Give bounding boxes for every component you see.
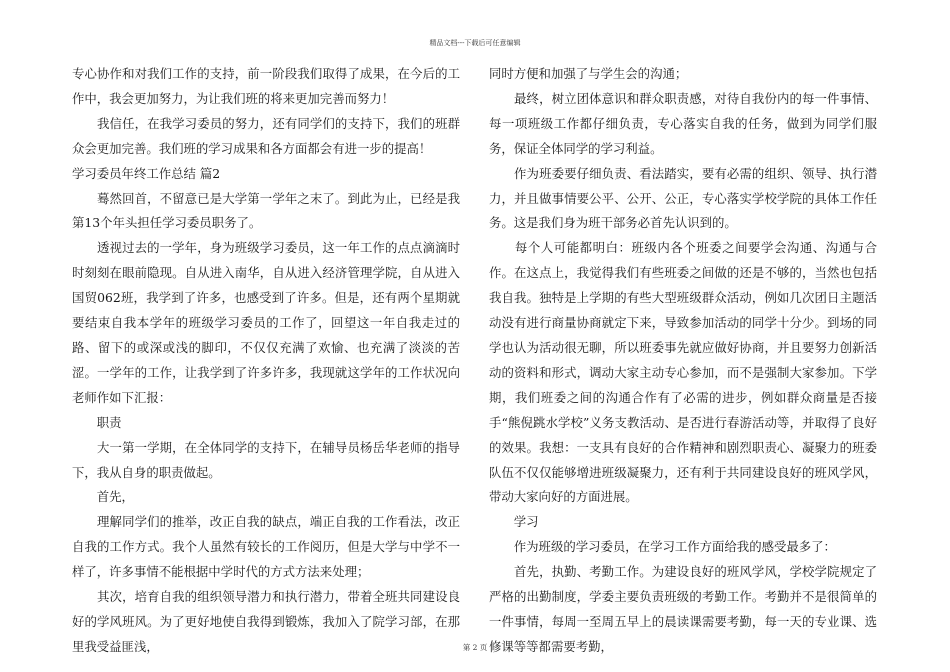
paragraph: 透视过去的一学年，身为班级学习委员，这一年工作的点点滴滴时时刻刻在眼前隐现。自从进入南华，自从进入经济管理学院，自从进入国贸062班，我学到了许多，也感受到了许多。但是，还有两个星期就要结束自我本学年的班级学习委员的工作了，回望这一年自我走过的路、留下的或深或浅的脚印，不仅仅充满了欢愉、也充满了淡淡的苦涩。一学年的工作，让我学到了许多许多，我现就这学年的工作状况向老师作如下汇报： [72,240,460,405]
paragraph: 大一第一学期，在全体同学的支持下，在辅导员杨岳华老师的指导下，我从自身的职责做起。 [72,439,460,480]
page-number: 第 2 页 [462,643,488,652]
subheading: 职责 [72,414,122,430]
paragraph: 首先， [72,489,134,505]
paragraph: 理解同学们的推举，改正自我的缺点，端正自我的工作看法，改正自我的工作方式。我个人虽然有较长的工作阅历，但是大学与中学不一样了，许多事情不能根据中学时代的方式方法来处理； [72,514,460,580]
paragraph: 最终，树立团体意识和群众职责感，对待自我份内的每一件事情、每一项班级工作都仔细负责，专心落实自我的任务，做到为同学们服务，保证全体同学的学习利益。 [489,90,877,156]
paragraph: 我信任，在我学习委员的努力，还有同学们的支持下，我们的班群众会更加完善。我们班的学习成果和各方面都会有进一步的提高！ [72,115,460,156]
subheading: 学习 [489,514,539,530]
section-title: 学习委员年终工作总结 篇2 [72,165,221,181]
paragraph: 作为班级的学习委员，在学习工作方面给我的感受最多了： [489,539,836,555]
paragraph: 蓦然回首，不留意已是大学第一学年之末了。到此为止，已经是我第13个年头担任学习委员职务了。 [72,190,460,231]
left-column [72,62,460,660]
paragraph: 同时方便和加强了与学生会的沟通； [489,66,688,81]
paragraph: 作为班委要仔细负责、看法踏实，要有必需的组织、领导、执行潜力，并且做事情要公平、公开、公正，专心落实学校学院的具体工作任务。这是我们身为班干部务必首先认识到的。 [489,165,877,231]
paragraph: 每个人可能都明白：班级内各个班委之间要学会沟通、沟通与合作。在这点上，我觉得我们有些班委之间做的还是不够的，当然也包括我自我。独特是上学期的有些大型班级群众活动，例如几次团日主题活动没有进行商量协商就定下来，导致参加活动的同学十分少。到场的同学也认为活动很无聊，所以班委事先就应做好协商，并且要努力创新活动的资料和形式，调动大家主动专心参加，而不是强制大家参加。下学期，我们班委之间的沟通合作有了必需的进步，例如群众商量是否接手“熊倪跳水学校”义务支教活动、是否进行春游活动等，并取得了良好的效果。我想：一支具有良好的合作精神和剧烈职责心、凝聚力的班委队伍不仅仅能够增进班级凝聚力，还有利于共同建设良好的班风学风，带动大家向好的方面进展。 [489,240,877,505]
right-column [489,62,877,660]
paragraph: 专心协作和对我们工作的支持，前一阶段我们取得了成果，在今后的工作中，我会更加努力，为让我们班的将来更加完善而努力！ [72,66,460,106]
page-header: 精品文档---下载后可任意编辑 [429,39,521,47]
paragraph: 首先，执勤、考勤工作。为建设良好的班风学风，学校学院规定了严格的出勤制度，学委主要负责班级的考勤工作。考勤并不是很简单的一件事情，每周一至周五早上的晨读课需要考勤，每一天的专业课、选修课等等都需要考勤， [489,564,877,654]
paragraph: 其次，培育自我的组织领导潜力和执行潜力，带着全班共同建设良好的学风班风。为了更好地使自我得到锻炼，我加入了院学习部，在那里我受益匪浅， [72,589,460,654]
